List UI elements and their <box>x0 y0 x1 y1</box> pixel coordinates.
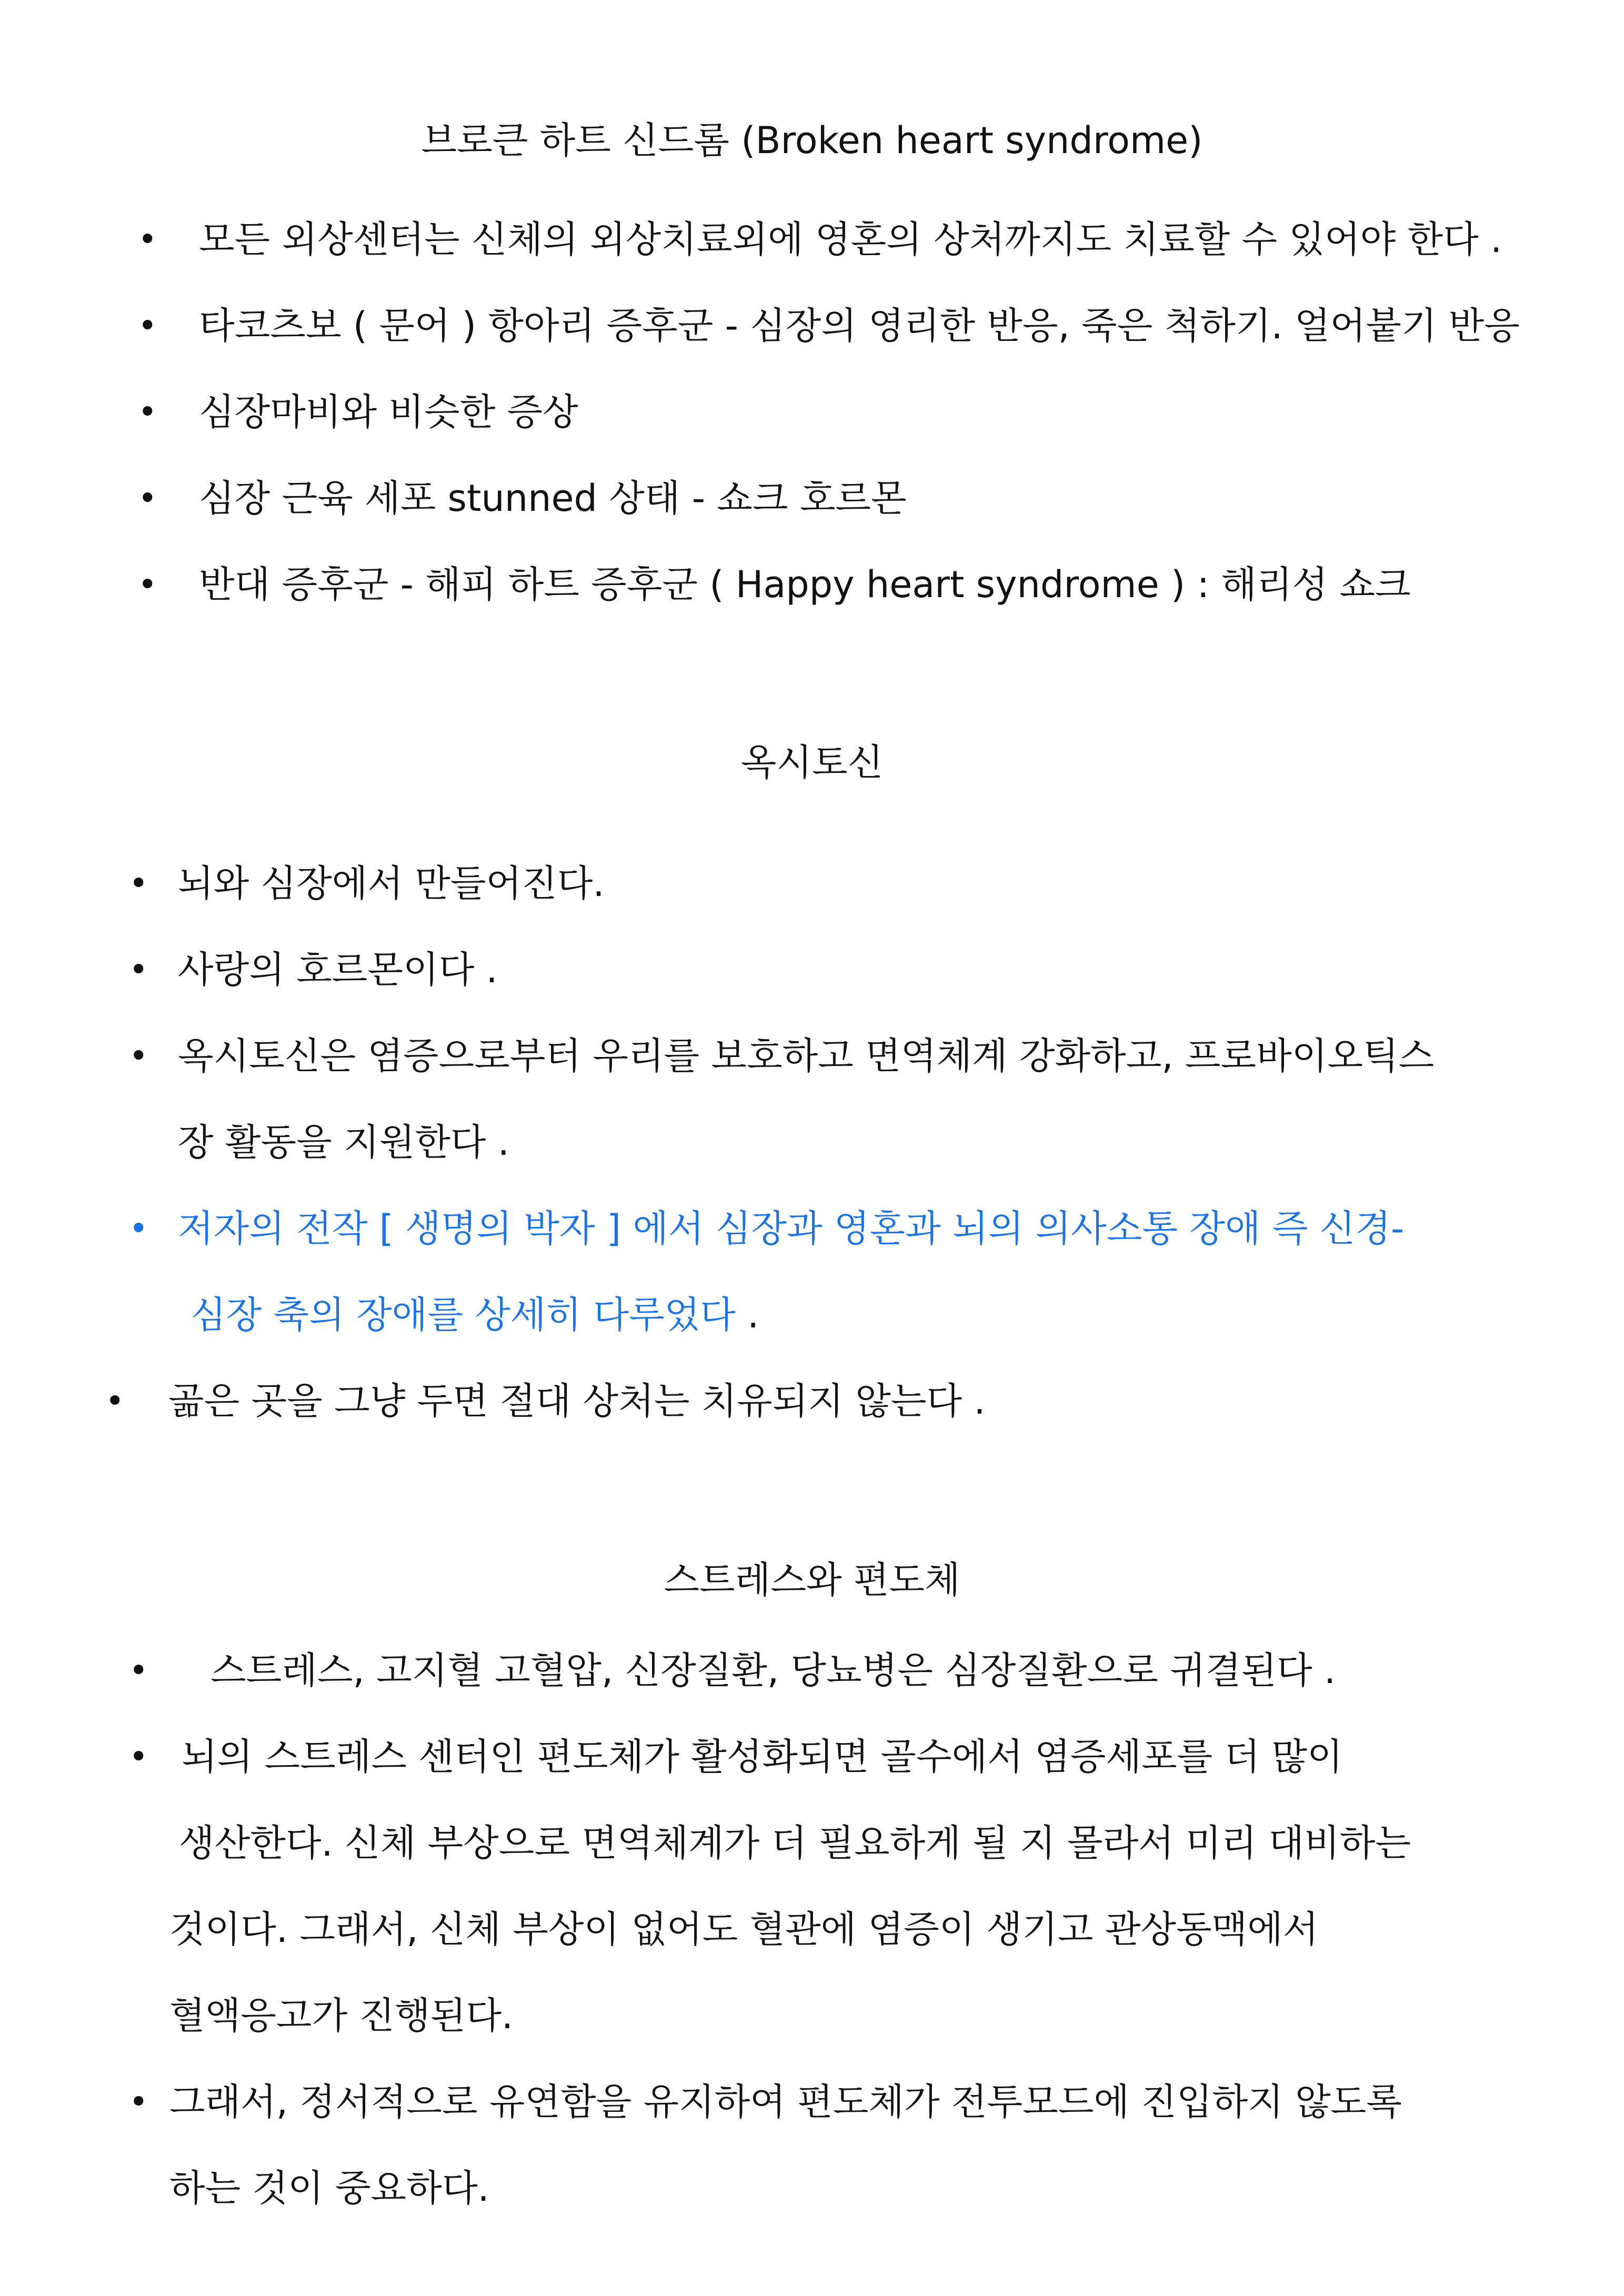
list-item-line: 생산한다. 신체 부상으로 면역체계가 더 필요하게 될 지 몰라서 미리 대비하는 <box>179 1821 1411 1865</box>
bullet-icon: • <box>138 479 157 517</box>
bullet-icon: • <box>129 1036 148 1075</box>
bullet-icon: • <box>138 306 157 345</box>
list-item-line: 뇌의 스트레스 센터인 편도체가 활성화되면 골수에서 염증세포를 더 많이 <box>182 1735 1343 1778</box>
bullet-icon: • <box>129 864 148 902</box>
section-title-oxytocin: 옥시토신 <box>740 741 884 784</box>
bullet-icon: • <box>138 220 157 258</box>
highlighted-list-item-line: 저자의 전작 [ 생명의 박자 ] 에서 심장과 영혼과 뇌의 의사소통 장애 즉 신경- <box>178 1207 1405 1250</box>
list-item-line: 하는 것이 중요하다. <box>169 2167 489 2210</box>
list-item-line: 그래서, 정서적으로 유연함을 유지하여 편도체가 전투모드에 진입하지 않도록 <box>169 2080 1402 2123</box>
list-item: 타코츠보 ( 문어 ) 항아리 증후군 - 심장의 영리한 반응, 죽은 척하기. 얼어붙기 반응 <box>199 304 1520 347</box>
list-item: 심장 근육 세포 stunned 상태 - 쇼크 호르몬 <box>199 477 907 520</box>
bullet-icon: • <box>138 565 157 603</box>
bullet-icon: • <box>129 2082 148 2121</box>
highlighted-list-item-line <box>191 1291 759 1338</box>
section-title-stress-amygdala: 스트레스와 편도체 <box>664 1558 960 1602</box>
section-title-broken-heart: 브로큰 하트 신드롬 (Broken heart syndrome) <box>421 119 1203 162</box>
bullet-icon: • <box>129 950 148 989</box>
trailing-period: . <box>735 1293 759 1336</box>
list-item-line: 것이다. 그래서, 신체 부상이 없어도 혈관에 염증이 생기고 관상동맥에서 <box>169 1908 1319 1951</box>
list-item: 반대 증후군 - 해피 하트 증후군 ( Happy heart syndrome ) : 해리성 쇼크 <box>199 563 1411 606</box>
list-item: 뇌와 심장에서 만들어진다. <box>178 862 605 905</box>
list-item: 스트레스, 고지혈 고혈압, 신장질환, 당뇨병은 심장질환으로 귀결된다 . <box>210 1649 1336 1692</box>
bullet-icon: • <box>129 1651 148 1689</box>
list-item-line: 장 활동을 지원한다 . <box>178 1121 509 1164</box>
bullet-icon: • <box>129 1209 148 1247</box>
list-item-line: 혈액응고가 진행된다. <box>169 1994 514 2037</box>
list-item: 사랑의 호르몬이다 . <box>178 948 498 991</box>
list-item: 곪은 곳을 그냥 두면 절대 상처는 치유되지 않는다 . <box>168 1379 986 1423</box>
list-item: 심장마비와 비슷한 증상 <box>199 390 578 434</box>
bullet-icon: • <box>105 1382 125 1420</box>
highlighted-text: 심장 축의 장애를 상세히 다루었다 <box>191 1293 736 1336</box>
list-item-line: 옥시토신은 염증으로부터 우리를 보호하고 면역체계 강화하고, 프로바이오틱스 <box>178 1034 1435 1077</box>
bullet-icon: • <box>138 392 157 431</box>
list-item: 모든 외상센터는 신체의 외상치료외에 영혼의 상처까지도 치료할 수 있어야 한다 . <box>199 218 1502 261</box>
bullet-icon: • <box>129 1737 148 1776</box>
